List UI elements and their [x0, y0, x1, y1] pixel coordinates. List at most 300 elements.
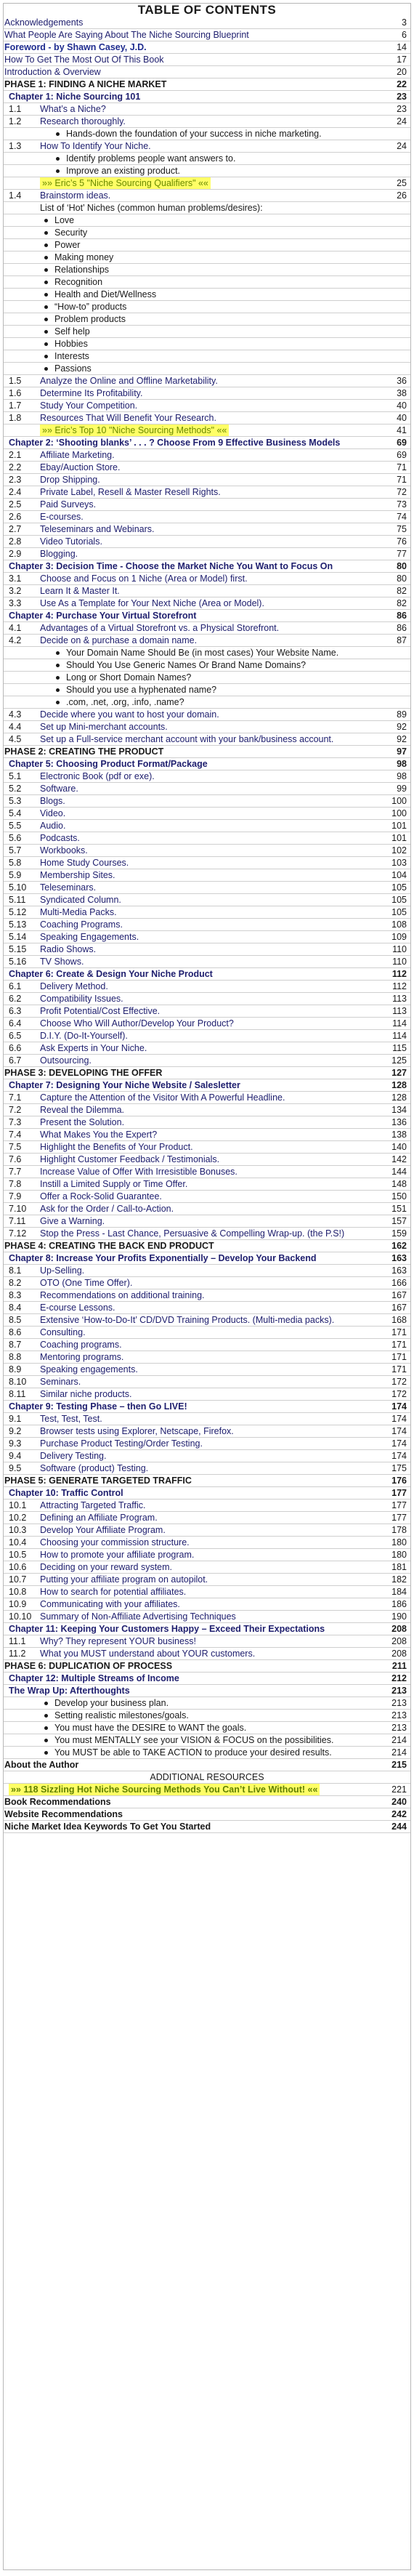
- section-number: 10.9: [9, 1599, 27, 1609]
- section-number: 7.8: [9, 1179, 22, 1189]
- toc-row: [4, 1462, 410, 1475]
- toc-entry-text: How to search for potential affiliates.: [40, 1587, 187, 1597]
- toc-entry-text: Identify problems people want answers to.: [66, 153, 236, 164]
- page-number: 213: [391, 1723, 407, 1733]
- section-number: 11.2: [9, 1649, 26, 1659]
- page-number: 184: [391, 1587, 407, 1597]
- section-number: 8.3: [9, 1290, 22, 1300]
- section-number: 10.2: [9, 1513, 27, 1523]
- toc-row: [4, 1339, 410, 1351]
- toc-row: [4, 1005, 410, 1018]
- page-number: 221: [391, 1784, 407, 1795]
- toc-row: [4, 474, 410, 486]
- toc-row: [4, 622, 410, 635]
- toc-row: [4, 239, 410, 251]
- toc-entry-text: Hands-down the foundation of your success in niche marketing.: [66, 129, 322, 139]
- toc-row: [4, 808, 410, 820]
- toc-entry-text: Power: [54, 240, 81, 250]
- toc-entry-text: Choosing your commission structure.: [40, 1537, 190, 1547]
- toc-entry-text: Increase Value of Offer With Irresistible Bonuses.: [40, 1167, 238, 1177]
- section-number: 2.8: [9, 536, 22, 547]
- toc-entry-text: Making money: [54, 252, 114, 262]
- bullet-icon: [44, 1726, 48, 1730]
- toc-entry-text: Set up Mini-merchant accounts.: [40, 722, 168, 732]
- bullet-icon: [44, 355, 48, 358]
- page-number: 180: [391, 1537, 407, 1547]
- page-number: 103: [391, 858, 407, 868]
- toc-entry-text: “How-to” products: [54, 302, 127, 312]
- toc-row: [4, 919, 410, 931]
- toc-entry-text: Video Tutorials.: [40, 536, 102, 547]
- toc-row: [4, 1784, 410, 1796]
- bullet-icon: [44, 330, 48, 334]
- page-number: 114: [392, 1018, 407, 1029]
- section-number: 9.4: [9, 1451, 22, 1461]
- toc-entry-text: Chapter 7: Designing Your Niche Website / Salesletter: [9, 1080, 240, 1090]
- page-number: 23: [397, 92, 407, 102]
- section-number: 1.1: [9, 104, 22, 114]
- toc-row: [4, 1747, 410, 1759]
- toc-entry-text: Profit Potential/Cost Effective.: [40, 1006, 161, 1016]
- toc-row: [4, 585, 410, 597]
- section-number: 7.9: [9, 1191, 22, 1202]
- page-number: 23: [397, 104, 407, 114]
- page-number: 168: [391, 1315, 407, 1325]
- page-number: 104: [391, 870, 407, 880]
- section-number: 2.7: [9, 524, 22, 534]
- page-number: 101: [391, 821, 407, 831]
- toc-entry-text: Coaching programs.: [40, 1340, 122, 1350]
- toc-row: [4, 1401, 410, 1413]
- page-number: 128: [391, 1080, 407, 1090]
- page-number: 171: [391, 1364, 407, 1374]
- toc-row: [4, 227, 410, 239]
- toc-row: [4, 1759, 410, 1771]
- toc-entry-text: Analyze the Online and Offline Marketability.: [40, 376, 218, 386]
- page-number: 77: [397, 549, 407, 559]
- section-number: 7.1: [9, 1092, 22, 1103]
- section-number: 4.2: [9, 635, 22, 645]
- toc-entry-text: What’s a Niche?: [40, 104, 106, 114]
- toc-row: [4, 1215, 410, 1228]
- toc-row: [4, 1252, 410, 1265]
- toc-entry-text: Test, Test, Test.: [40, 1414, 102, 1424]
- page-number: 101: [391, 833, 407, 843]
- toc-entry-text: Improve an existing product.: [66, 166, 181, 176]
- page-number: 25: [397, 178, 407, 188]
- page-number: 166: [391, 1278, 407, 1288]
- toc-row: [4, 424, 410, 437]
- toc-entry-text: Present the Solution.: [40, 1117, 125, 1127]
- table-of-contents: [3, 3, 411, 2570]
- section-number: 8.2: [9, 1278, 22, 1288]
- toc-entry-text: Should You Use Generic Names Or Brand Name Domains?: [66, 660, 307, 670]
- toc-entry-text: Website Recommendations: [4, 1809, 123, 1819]
- toc-entry-text: E-courses.: [40, 512, 84, 522]
- toc-entry-text: Recognition: [54, 277, 103, 287]
- toc-row: [4, 1327, 410, 1339]
- page-number: 38: [397, 388, 407, 398]
- toc-row: [4, 1413, 410, 1425]
- page-number: 24: [397, 141, 407, 151]
- toc-entry-text: Browser tests using Explorer, Netscape, Firefox.: [40, 1426, 234, 1436]
- toc-entry-text: About the Author: [4, 1760, 79, 1770]
- section-number: 6.3: [9, 1006, 22, 1016]
- page-number: 128: [391, 1092, 407, 1103]
- page-number: 140: [391, 1142, 407, 1152]
- toc-row: [4, 103, 410, 116]
- bullet-icon: [56, 664, 60, 667]
- toc-row: [4, 1697, 410, 1710]
- toc-row: [4, 1450, 410, 1462]
- bullet-icon: [44, 293, 48, 297]
- toc-row: [4, 202, 410, 214]
- toc-entry-text: Speaking engagements.: [40, 1364, 138, 1374]
- toc-row: [4, 1685, 410, 1697]
- toc-row: [4, 1116, 410, 1129]
- toc-row: [4, 1561, 410, 1574]
- section-number: 1.4: [9, 190, 22, 201]
- section-number: 8.6: [9, 1327, 22, 1337]
- page-number: 105: [391, 895, 407, 905]
- page-number: 125: [391, 1055, 407, 1066]
- page-number: 22: [397, 79, 407, 89]
- toc-row: [4, 869, 410, 882]
- page-number: 171: [391, 1352, 407, 1362]
- toc-entry-text: Niche Market Idea Keywords To Get You Started: [4, 1822, 211, 1832]
- toc-row: [4, 214, 410, 227]
- page-number: 102: [391, 845, 407, 856]
- toc-entry-text: Consulting.: [40, 1327, 86, 1337]
- toc-entry-text: Software (product) Testing.: [40, 1463, 149, 1473]
- bullet-icon: [56, 651, 60, 655]
- toc-row: [4, 1598, 410, 1611]
- toc-entry-text: Summary of Non-Affiliate Advertising Techniques: [40, 1611, 236, 1622]
- toc-row: [4, 882, 410, 894]
- toc-row: [4, 647, 410, 659]
- page-number: 176: [391, 1476, 407, 1486]
- page-number: 144: [391, 1167, 407, 1177]
- toc-entry-text: Chapter 4: Purchase Your Virtual Storefront: [9, 611, 197, 621]
- toc-row: [4, 1549, 410, 1561]
- toc-row: [4, 635, 410, 647]
- section-number: 1.6: [9, 388, 22, 398]
- toc-row: [4, 54, 410, 66]
- section-number: 8.1: [9, 1265, 22, 1276]
- page-number: 181: [391, 1562, 407, 1572]
- page-number: 214: [391, 1735, 407, 1745]
- page-number: 214: [391, 1747, 407, 1758]
- toc-entry-text: How to promote your affiliate program.: [40, 1550, 195, 1560]
- toc-row: [4, 1154, 410, 1166]
- section-number: 1.8: [9, 413, 22, 423]
- page-number: 112: [391, 969, 407, 979]
- toc-entry-text: Highlight the Benefits of Your Product.: [40, 1142, 193, 1152]
- page-number: 208: [391, 1636, 407, 1646]
- page-number: 171: [391, 1327, 407, 1337]
- toc-entry-text: TV Shows.: [40, 957, 84, 967]
- section-number: 5.1: [9, 771, 22, 781]
- section-number: 2.2: [9, 462, 22, 472]
- section-number: 7.3: [9, 1117, 22, 1127]
- toc-row: [4, 981, 410, 993]
- toc-row: [4, 1722, 410, 1734]
- section-number: 5.16: [9, 957, 27, 967]
- toc-entry-text: Develop Your Affiliate Program.: [40, 1525, 166, 1535]
- page-number: 82: [397, 598, 407, 608]
- toc-entry-text: Decide where you want to host your domain.: [40, 709, 219, 720]
- page-number: 114: [392, 1031, 407, 1041]
- toc-entry-text: How To Identify Your Niche.: [40, 141, 151, 151]
- page-number: 136: [391, 1117, 407, 1127]
- page-number: 240: [391, 1797, 407, 1807]
- page-number: 174: [391, 1401, 407, 1412]
- toc-entry-text: PHASE 3: DEVELOPING THE OFFER: [4, 1068, 163, 1078]
- toc-entry-text: What you MUST understand about YOUR customers.: [40, 1649, 256, 1659]
- toc-entry-text: Stop the Press - Last Chance, Persuasive & Compelling Wrap-up. (the P.S!): [40, 1228, 345, 1239]
- section-number: 5.12: [9, 907, 27, 917]
- toc-entry-text: Choose Who Will Author/Develop Your Product?: [40, 1018, 234, 1029]
- toc-entry-text: .com, .net, .org, .info, .name?: [66, 697, 184, 707]
- toc-entry-text: Long or Short Domain Names?: [66, 672, 192, 683]
- toc-entry-text: Outsourcing.: [40, 1055, 92, 1066]
- toc-row: [4, 1018, 410, 1030]
- toc-entry-text: PHASE 1: FINDING A NICHE MARKET: [4, 79, 167, 89]
- toc-entry-text: What People Are Saying About The Niche Sourcing Blueprint: [4, 30, 249, 40]
- section-number: 7.2: [9, 1105, 22, 1115]
- section-number: 6.5: [9, 1031, 22, 1041]
- page-number: 40: [397, 401, 407, 411]
- section-number: 10.5: [9, 1550, 27, 1560]
- page-number: 99: [397, 784, 407, 794]
- section-number: 10.3: [9, 1525, 27, 1535]
- toc-entry-text: Defining an Affiliate Program.: [40, 1513, 158, 1523]
- page-number: 113: [392, 994, 407, 1004]
- toc-entry-text: Paid Surveys.: [40, 499, 97, 510]
- toc-row: [4, 1289, 410, 1302]
- bullet-icon: [44, 231, 48, 235]
- toc-entry-text: Recommendations on additional training.: [40, 1290, 205, 1300]
- page-number: 6: [402, 30, 407, 40]
- toc-row: [4, 1042, 410, 1055]
- toc-row: [4, 684, 410, 696]
- page-number: 76: [397, 536, 407, 547]
- toc-entry-text: Should you use a hyphenated name?: [66, 685, 217, 695]
- page-number: 98: [397, 759, 407, 769]
- toc-entry-text: Advantages of a Virtual Storefront vs. a Physical Storefront.: [40, 623, 280, 633]
- page-number: 3: [402, 17, 407, 28]
- toc-entry-text: Podcasts.: [40, 833, 80, 843]
- section-number: 2.4: [9, 487, 22, 497]
- toc-row: [4, 894, 410, 906]
- section-number: 6.6: [9, 1043, 22, 1053]
- page-number: 208: [391, 1649, 407, 1659]
- page-number: 177: [391, 1500, 407, 1510]
- page-number: 80: [397, 573, 407, 584]
- section-number: 3.2: [9, 586, 22, 596]
- toc-entry-text: Foreword - by Shawn Casey, J.D.: [4, 42, 147, 52]
- toc-row: [4, 289, 410, 301]
- page-number: 177: [391, 1488, 407, 1498]
- section-number: 7.4: [9, 1130, 22, 1140]
- toc-entry-text: Purchase Product Testing/Order Testing.: [40, 1438, 203, 1449]
- bullet-icon: [56, 132, 60, 136]
- page-number: 69: [397, 438, 407, 448]
- section-number: 1.5: [9, 376, 22, 386]
- section-number: 1.2: [9, 116, 22, 126]
- toc-entry-text: Communicating with your affiliates.: [40, 1599, 180, 1609]
- page-number: 212: [391, 1673, 407, 1683]
- toc-entry-text: Seminars.: [40, 1377, 81, 1387]
- page-number: 14: [397, 42, 407, 52]
- page-number: 151: [391, 1204, 407, 1214]
- toc-row: [4, 1265, 410, 1277]
- toc-entry-text: Radio Shows.: [40, 944, 97, 954]
- page-number: 215: [391, 1760, 407, 1770]
- toc-entry-text: Affiliate Marketing.: [40, 450, 115, 460]
- page-number: 112: [392, 981, 407, 991]
- toc-row: [4, 412, 410, 424]
- page-number: 242: [391, 1809, 407, 1819]
- bullet-icon: [44, 1702, 48, 1705]
- section-number: 5.9: [9, 870, 22, 880]
- toc-row: [4, 1191, 410, 1203]
- page-number: 105: [391, 882, 407, 893]
- toc-row: [4, 17, 410, 29]
- toc-entry-text: Compatibility Issues.: [40, 994, 123, 1004]
- page-number: 159: [391, 1228, 407, 1239]
- toc-row: [4, 1314, 410, 1327]
- page-number: 105: [391, 907, 407, 917]
- toc-row: [4, 1821, 410, 1833]
- toc-entry-text: OTO (One Time Offer).: [40, 1278, 133, 1288]
- toc-entry-text: Instill a Limited Supply or Time Offer.: [40, 1179, 188, 1189]
- toc-entry-text: Deciding on your reward system.: [40, 1562, 173, 1572]
- toc-row: [4, 1178, 410, 1191]
- toc-entry-text: Develop your business plan.: [54, 1698, 169, 1708]
- toc-entry-text: Self help: [54, 326, 90, 337]
- toc-row: [4, 350, 410, 363]
- toc-row: [4, 1129, 410, 1141]
- toc-entry-text: Delivery Testing.: [40, 1451, 107, 1461]
- page-number: 20: [397, 67, 407, 77]
- toc-entry-text: PHASE 4: CREATING THE BACK END PRODUCT: [4, 1241, 214, 1251]
- toc-entry-text: Chapter 12: Multiple Streams of Income: [9, 1673, 179, 1683]
- toc-entry-text: Learn It & Master It.: [40, 586, 120, 596]
- toc-row: [4, 709, 410, 721]
- toc-row: [4, 1438, 410, 1450]
- toc-row: [4, 79, 410, 91]
- toc-row: [4, 511, 410, 523]
- toc-entry-text: Syndicated Column.: [40, 895, 121, 905]
- section-number: 5.11: [9, 895, 26, 905]
- page-number: 108: [391, 919, 407, 930]
- page-number: 110: [392, 957, 407, 967]
- page-number: 162: [391, 1241, 407, 1251]
- toc-row: [4, 659, 410, 672]
- page-number: 110: [392, 944, 407, 954]
- toc-entry-text: Love: [54, 215, 75, 225]
- page-number: 190: [391, 1611, 407, 1622]
- bullet-icon: [44, 268, 48, 272]
- section-number: 8.10: [9, 1377, 27, 1387]
- toc-row: [4, 499, 410, 511]
- toc-entry-text: Similar niche products.: [40, 1389, 132, 1399]
- section-number: 8.8: [9, 1352, 22, 1362]
- toc-entry-text: Putting your affiliate program on autopilot.: [40, 1574, 208, 1585]
- page-number: 40: [397, 413, 407, 423]
- toc-row: [4, 1512, 410, 1524]
- toc-entry-text: Delivery Method.: [40, 981, 108, 991]
- page-number: 157: [391, 1216, 407, 1226]
- toc-row: [4, 1240, 410, 1252]
- page-number: 127: [391, 1068, 407, 1078]
- toc-entry-text: Acknowledgements: [4, 17, 84, 28]
- page-number: 178: [391, 1525, 407, 1535]
- toc-row: [4, 264, 410, 276]
- section-number: 4.5: [9, 734, 22, 744]
- section-number: 7.12: [9, 1228, 27, 1239]
- toc-row: [4, 301, 410, 313]
- section-number: 6.7: [9, 1055, 22, 1066]
- toc-row: [4, 795, 410, 808]
- page-number: 142: [391, 1154, 407, 1164]
- section-number: 5.6: [9, 833, 22, 843]
- toc-entry-text: Electronic Book (pdf or exe).: [40, 771, 155, 781]
- toc-row: [4, 1376, 410, 1388]
- toc-row: [4, 1734, 410, 1747]
- toc-entry-text: Relationships: [54, 265, 110, 275]
- bullet-icon: [44, 256, 48, 259]
- section-number: 5.3: [9, 796, 22, 806]
- page-number: 174: [391, 1414, 407, 1424]
- toc-row: [4, 1030, 410, 1042]
- toc-row: [4, 1500, 410, 1512]
- page-number: 213: [391, 1686, 407, 1696]
- toc-entry-text: List of ‘Hot’ Niches (common human problems/desires):: [40, 203, 263, 213]
- toc-row: [4, 41, 410, 54]
- page-number: 98: [397, 771, 407, 781]
- toc-entry-text: E-course Lessons.: [40, 1303, 115, 1313]
- toc-entry-text: Offer a Rock-Solid Guarantee.: [40, 1191, 162, 1202]
- bullet-icon: [56, 157, 60, 161]
- page-number: 174: [391, 1438, 407, 1449]
- toc-entry-text: Choose and Focus on 1 Niche (Area or Model) first.: [40, 573, 248, 584]
- page-number: 163: [391, 1265, 407, 1276]
- section-number: 10.10: [9, 1611, 32, 1622]
- toc-entry-text: ADDITIONAL RESOURCES: [150, 1772, 264, 1782]
- section-number: 5.13: [9, 919, 27, 930]
- toc-entry-text: Chapter 8: Increase Your Profits Exponentially – Develop Your Backend: [9, 1253, 317, 1263]
- page-number: 92: [397, 722, 407, 732]
- toc-entry-text: Home Study Courses.: [40, 858, 129, 868]
- toc-row: [4, 462, 410, 474]
- toc-row: [4, 1166, 410, 1178]
- toc-row: [4, 1586, 410, 1598]
- page-number: 100: [391, 796, 407, 806]
- section-number: 3.3: [9, 598, 22, 608]
- section-number: 7.7: [9, 1167, 22, 1177]
- page-number: 86: [397, 623, 407, 633]
- toc-row: [4, 573, 410, 585]
- toc-row: [4, 1611, 410, 1623]
- page-number: 36: [397, 376, 407, 386]
- page-number: 172: [391, 1377, 407, 1387]
- section-number: 5.8: [9, 858, 22, 868]
- toc-entry-text: Video.: [40, 808, 66, 818]
- page-number: 115: [392, 1043, 407, 1053]
- toc-entry-text: Ask for the Order / Call-to-Action.: [40, 1204, 174, 1214]
